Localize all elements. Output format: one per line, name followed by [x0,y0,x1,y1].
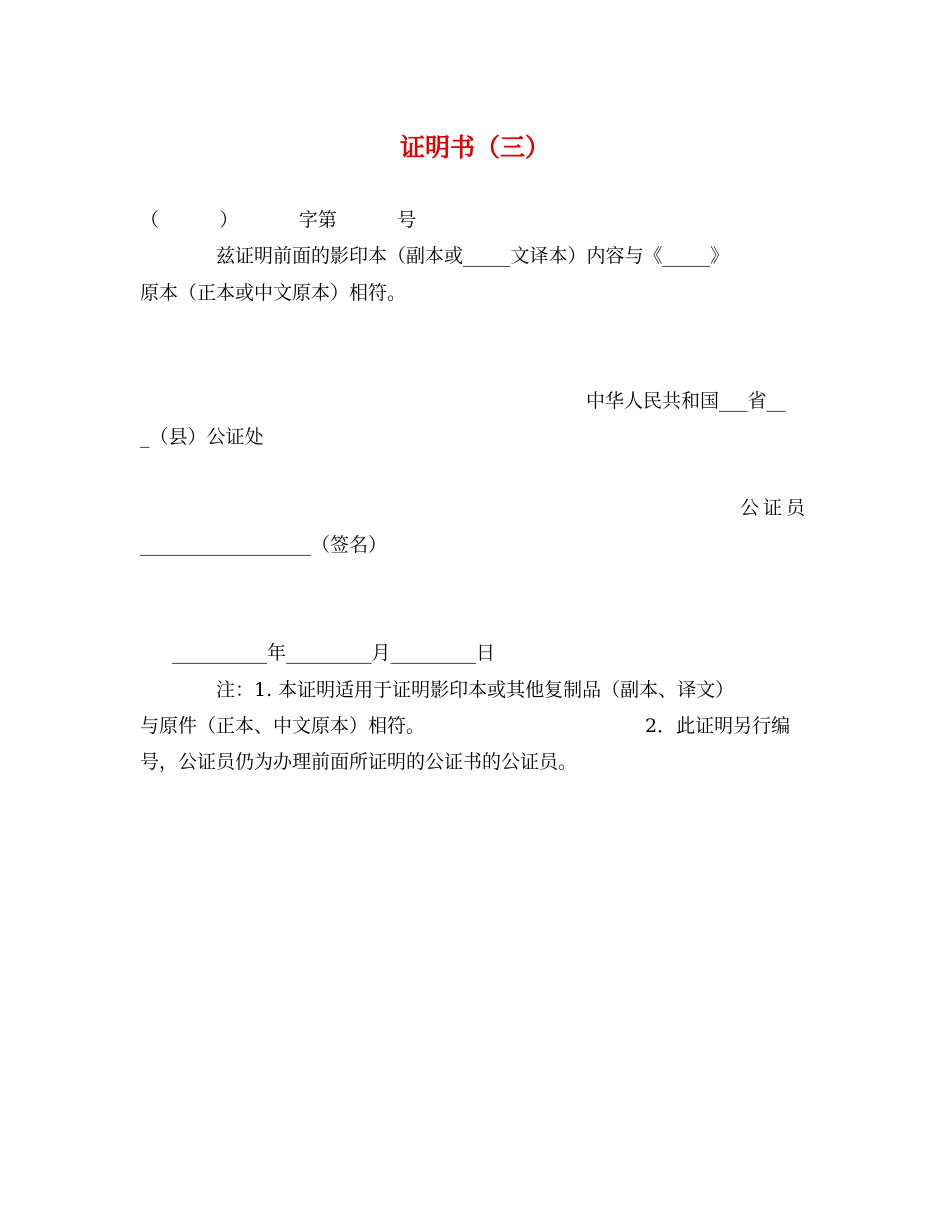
notary-office-line-2: _（县）公证处 [140,426,264,448]
certificate-number-line: （ ） 字第 号 [140,209,417,231]
note-line-2-item-2: 2．此证明另行编 [645,715,791,737]
body-paragraph-line-2: 原本（正本或中文原本）相符。 [140,282,407,304]
date-line: __________年_________月_________日 [172,642,496,664]
note-line-1: 注：1. 本证明适用于证明影印本或其他复制品（副本、译文） [216,679,735,701]
note-line-2: 与原件（正本、中文原本）相符。 [140,715,426,737]
notary-office-line-1: 中华人民共和国___省__ [586,390,786,412]
body-paragraph-line-1: 兹证明前面的影印本（副本或_____文译本）内容与《_____》 [216,245,730,267]
signature-line: __________________（签名） [140,534,388,556]
notary-label: 公证员 [740,497,810,519]
note-line-3: 号，公证员仍为办理前面所证明的公证书的公证员。 [140,751,578,773]
document-title: 证明书（三） [399,133,550,162]
